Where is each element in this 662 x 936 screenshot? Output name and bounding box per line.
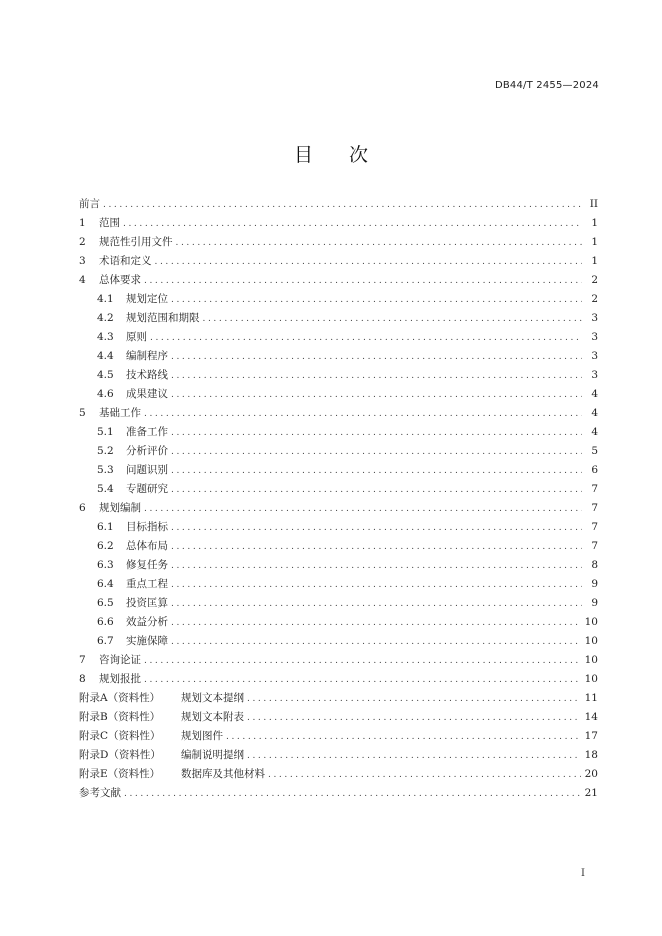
toc-entry-page: 7 [591,521,598,533]
toc-entry-title: 规划文本提纲 [181,692,244,704]
toc-entry-title: 编制说明提纲 [181,749,244,761]
toc-entry-page: 7 [591,540,598,552]
toc-entry-title: 咨询论证 [99,654,141,666]
toc-dot-leader [155,253,583,272]
toc-entry[interactable] [79,670,598,689]
toc-entry-number: 4 [79,274,86,286]
toc-entry-number: 8 [79,673,86,685]
toc-entry-page: 14 [584,711,598,723]
toc-entry-page: 1 [591,255,598,267]
toc-entry-page: 2 [591,274,598,286]
toc-dot-leader [176,234,583,253]
toc-entry[interactable] [79,689,598,708]
toc-entry-page: 21 [584,787,598,799]
toc-entry-title: 原则 [126,331,147,343]
toc-entry-page: 6 [591,464,598,476]
toc-appendix-label: 附录E（资料性） [79,768,161,780]
toc-entry-title: 问题识别 [126,464,168,476]
toc-entry[interactable] [79,233,598,252]
toc-entry[interactable] [79,347,598,366]
toc-entry-title: 前言 [79,198,100,210]
toc-entry[interactable] [79,613,598,632]
toc-dot-leader [247,709,581,728]
toc-entry-title: 总体要求 [99,274,141,286]
toc-dot-leader [171,443,582,462]
toc-entry[interactable] [79,727,598,746]
title-char-1: 目 [293,144,313,166]
toc-entry-number: 4.4 [97,350,114,362]
toc-entry-page: 7 [591,502,598,514]
toc-entry-page: 17 [584,730,598,742]
toc-entry-title: 总体布局 [126,540,168,552]
toc-entry[interactable] [79,214,598,233]
toc-entry[interactable] [79,252,598,271]
toc-entry-title: 规划文本附表 [181,711,244,723]
toc-entry[interactable] [79,556,598,575]
toc-dot-leader [144,405,582,424]
toc-dot-leader [268,766,581,785]
toc-dot-leader [171,348,582,367]
toc-entry[interactable] [79,708,598,727]
toc-entry[interactable] [79,309,598,328]
toc-entry-page: 10 [584,654,598,666]
toc-entry-page: 8 [591,559,598,571]
toc-dot-leader [203,310,583,329]
toc-entry-number: 4.3 [97,331,114,343]
toc-entry-page: 18 [584,749,598,761]
toc-dot-leader [247,747,581,766]
toc-entry-number: 5 [79,407,86,419]
toc-entry[interactable] [79,461,598,480]
toc-dot-leader [144,671,581,690]
toc-dot-leader [171,576,582,595]
toc-entry[interactable] [79,271,598,290]
toc-dot-leader [171,614,581,633]
toc-entry-number: 6.3 [97,559,114,571]
toc-entry[interactable] [79,746,598,765]
toc-entry-number: 6 [79,502,86,514]
toc-dot-leader [144,500,582,519]
toc-entry-title: 技术路线 [126,369,168,381]
toc-dot-leader [171,538,582,557]
toc-appendix-label: 附录A（资料性） [79,692,161,704]
toc-entry-page: 1 [591,236,598,248]
toc-entry-number: 5.2 [97,445,114,457]
toc-entry-number: 5.3 [97,464,114,476]
toc-entry-title: 专题研究 [126,483,168,495]
toc-entry-page: 5 [591,445,598,457]
toc-entry[interactable] [79,195,598,214]
toc-entry[interactable] [79,442,598,461]
toc-entry-title: 基础工作 [99,407,141,419]
toc-entry-number: 4.6 [97,388,114,400]
toc-dot-leader [144,272,582,291]
toc-entry-number: 6.6 [97,616,114,628]
toc-entry-title: 规划编制 [99,502,141,514]
toc-dot-leader [124,785,581,804]
toc-entry-number: 6.7 [97,635,114,647]
toc-entry-number: 4.5 [97,369,114,381]
toc-entry[interactable] [79,651,598,670]
toc-entry[interactable] [79,366,598,385]
toc-entry-title: 规划报批 [99,673,141,685]
toc-entry-page: II [589,198,598,210]
toc-dot-leader [171,367,582,386]
toc-entry-number: 6.2 [97,540,114,552]
toc-entry-title: 规划图件 [181,730,223,742]
toc-entry-number: 4.1 [97,293,114,305]
toc-entry-title: 范围 [99,217,120,229]
toc-entry[interactable] [79,784,598,803]
document-code: DB44/T 2455—2024 [494,80,599,91]
toc-entry-page: 11 [584,692,598,704]
toc-entry-page: 9 [591,597,598,609]
toc-entry[interactable] [79,537,598,556]
toc-entry[interactable] [79,385,598,404]
toc-entry-page: 3 [591,312,598,324]
toc-entry-page: 4 [591,388,598,400]
toc-entry[interactable] [79,423,598,442]
toc-dot-leader [123,215,582,234]
toc-entry-page: 4 [591,426,598,438]
toc-appendix-label: 附录C（资料性） [79,730,161,742]
toc-entry-page: 10 [584,635,598,647]
toc-dot-leader [171,386,582,405]
toc-dot-leader [171,595,582,614]
toc-dot-leader [150,329,582,348]
toc-entry-page: 7 [591,483,598,495]
toc-dot-leader [247,690,581,709]
toc-entry[interactable] [79,594,598,613]
toc-entry-page: 2 [591,293,598,305]
toc-entry-page: 10 [584,673,598,685]
toc-entry[interactable] [79,765,598,784]
toc-entry-title: 数据库及其他材料 [181,768,265,780]
toc-entry-number: 6.5 [97,597,114,609]
toc-dot-leader [226,728,581,747]
toc-entry-title: 准备工作 [126,426,168,438]
toc-entry[interactable] [79,290,598,309]
toc-entry-title: 术语和定义 [99,255,152,267]
toc-entry-number: 3 [79,255,86,267]
toc-entry-title: 规划定位 [126,293,168,305]
toc-entry-number: 5.4 [97,483,114,495]
toc-entry-number: 2 [79,236,86,248]
toc-entry-page: 9 [591,578,598,590]
toc-entry-number: 6.4 [97,578,114,590]
toc-dot-leader [171,462,582,481]
toc-entry-title: 投资匡算 [126,597,168,609]
toc-entry-page: 1 [591,217,598,229]
toc-dot-leader [103,196,582,215]
toc-entry-title: 参考文献 [79,787,121,799]
toc-entry-title: 规划范围和期限 [126,312,200,324]
toc-entry[interactable] [79,499,598,518]
toc-entry-title: 成果建议 [126,388,168,400]
toc-entry-number: 5.1 [97,426,114,438]
toc-entry-page: 20 [584,768,598,780]
toc-entry[interactable] [79,518,598,537]
toc-entry[interactable] [79,632,598,651]
toc-appendix-label: 附录D（资料性） [79,749,161,761]
toc-entry-title: 效益分析 [126,616,168,628]
toc-dot-leader [171,291,582,310]
toc-dot-leader [171,519,582,538]
table-of-contents [79,195,598,803]
toc-appendix-label: 附录B（资料性） [79,711,161,723]
page-number: I [581,868,585,879]
toc-entry-title: 编制程序 [126,350,168,362]
toc-entry-title: 目标指标 [126,521,168,533]
toc-entry-page: 4 [591,407,598,419]
toc-entry-title: 重点工程 [126,578,168,590]
toc-dot-leader [144,652,581,671]
toc-entry-number: 6.1 [97,521,114,533]
toc-entry[interactable] [79,328,598,347]
toc-entry-page: 3 [591,350,598,362]
toc-entry-page: 3 [591,369,598,381]
toc-dot-leader [171,633,581,652]
toc-entry-title: 修复任务 [126,559,168,571]
toc-entry-number: 1 [79,217,86,229]
toc-dot-leader [171,481,582,500]
toc-entry-page: 10 [584,616,598,628]
toc-dot-leader [171,557,582,576]
toc-entry-number: 7 [79,654,86,666]
toc-dot-leader [171,424,582,443]
toc-entry[interactable] [79,480,598,499]
toc-entry-page: 3 [591,331,598,343]
page-title [0,140,662,167]
toc-entry-title: 分析评价 [126,445,168,457]
toc-entry-title: 实施保障 [126,635,168,647]
toc-entry[interactable] [79,575,598,594]
toc-entry[interactable] [79,404,598,423]
toc-entry-number: 4.2 [97,312,114,324]
title-char-2: 次 [349,144,369,166]
toc-entry-title: 规范性引用文件 [99,236,173,248]
